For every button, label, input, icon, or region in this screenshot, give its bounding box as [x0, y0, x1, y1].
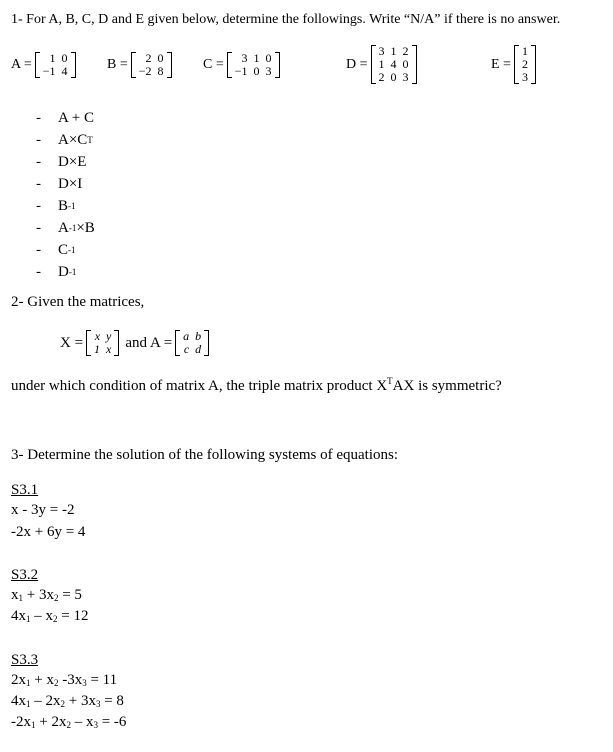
s3-2-eq1: $x_1 + 3x_2 = 5$ — [11, 587, 82, 603]
list-item — [36, 173, 95, 195]
matrix-cell: 1 — [521, 44, 528, 58]
matrix-cell: 4 — [390, 57, 397, 71]
matrix-cell: 2 — [521, 57, 528, 71]
matrix-cell: 0 — [265, 51, 272, 65]
list-item-tail: ×B — [76, 219, 95, 236]
matrix-a-grid — [35, 52, 76, 78]
list-dash: - — [36, 153, 41, 170]
matrix-cell: 3 — [402, 70, 409, 84]
matrix-c-label: C = — [203, 57, 224, 72]
list-item-base: B — [58, 197, 69, 214]
list-item-base: D — [58, 263, 69, 280]
matrix-cell: 0 — [61, 51, 68, 65]
matrix-d — [346, 45, 417, 84]
list-dash: - — [36, 263, 41, 280]
matrix-cell: 0 — [253, 64, 260, 78]
matrix-cell: 1 — [378, 57, 385, 71]
matrix-x-grid — [86, 330, 119, 356]
list-item: - A×C T — [36, 131, 93, 148]
list-item-base: A×C — [58, 131, 88, 148]
q1-heading: 1- For A, B, C, D and E given below, determine the followings. Write “N/A” if there is no answer. — [11, 12, 561, 27]
s3-3-eq3: $-2x_1 + 2x_2 - x_3 = -6$ — [11, 714, 127, 730]
matrix-cell: 1 — [253, 51, 260, 65]
matrix-b — [107, 52, 172, 78]
matrix-e-label: E = — [491, 56, 511, 72]
matrix-cell: 8 — [157, 64, 164, 78]
matrix-cell: 0 — [390, 70, 397, 84]
list-item — [36, 151, 95, 173]
s3-1-title: S3.1 — [11, 482, 39, 498]
matrix-cell: 3 — [265, 64, 272, 78]
list-dash: - — [36, 175, 41, 192]
list-item-base: D×I — [58, 175, 83, 192]
matrix-c-grid — [227, 52, 280, 78]
s3-3-eq1: $2x_1 + x_2$ $-3x_3 = 11$ — [11, 672, 118, 688]
s3-3-title: S3.3 — [11, 652, 39, 668]
matrix-cell: 2 — [145, 51, 152, 65]
matrix-e-grid — [514, 45, 536, 84]
matrix-a2-grid — [175, 330, 209, 356]
list-item: - D -1 — [36, 263, 77, 280]
matrix-cell: 0 — [402, 57, 409, 71]
matrix-d-label: D = — [346, 56, 368, 72]
matrix-b-label: B = — [107, 57, 128, 72]
matrix-c — [203, 52, 280, 78]
s3-2-title: S3.2 — [11, 567, 39, 583]
matrix-cell: 0 — [157, 51, 164, 65]
list-dash: - — [36, 109, 41, 126]
matrix-x-label: X = — [60, 334, 84, 351]
list-item: - C -1 — [36, 241, 76, 258]
matrix-cell: 3 — [241, 51, 248, 65]
s3-1-eq1: x - 3y = -2 — [11, 502, 75, 518]
matrix-cell: x — [94, 329, 101, 343]
list-item-base: A + C — [58, 109, 94, 126]
matrix-a-label: A = — [11, 57, 32, 72]
matrix-cell: b — [195, 329, 202, 343]
matrix-cell: 1 — [49, 51, 56, 65]
matrix-e — [491, 45, 536, 84]
matrix-cell: 1 — [94, 342, 101, 356]
and-a-label: and A = — [125, 334, 173, 351]
list-dash: - — [36, 131, 41, 148]
q2-question: under which condition of matrix A, the triple matrix product $X^TAX$ is symmetric? — [11, 376, 502, 394]
q1-item-list — [36, 107, 95, 283]
q3-heading: 3- Determine the solution of the following systems of equations: — [11, 447, 399, 463]
matrix-cell: 3 — [378, 44, 385, 58]
s3-2-eq2: $4x_1 - x_2 = 12$ — [11, 608, 89, 624]
matrix-cell: d — [195, 342, 202, 356]
matrix-cell: y — [106, 329, 112, 343]
matrix-cell: 1 — [390, 44, 397, 58]
s3-3-eq2: $4x_1 - 2x_2 + 3x_3 = 8$ — [11, 693, 124, 709]
matrix-cell: a — [183, 329, 190, 343]
matrix-d-grid — [371, 45, 417, 84]
list-item — [36, 107, 95, 129]
matrix-b-grid — [131, 52, 172, 78]
list-dash: - — [36, 241, 41, 258]
matrix-cell: 3 — [521, 70, 528, 84]
list-item: - A -1 ×B — [36, 219, 95, 236]
matrix-cell: −1 — [42, 64, 56, 78]
list-dash: - — [36, 219, 41, 236]
matrix-cell: −1 — [234, 64, 248, 78]
s3-1-eq2: -2x + 6y = 4 — [11, 524, 86, 540]
matrix-cell: 2 — [378, 70, 385, 84]
matrix-cell: 4 — [61, 64, 68, 78]
list-item-base: D×E — [58, 153, 87, 170]
matrix-cell: c — [183, 342, 190, 356]
list-item-base: A — [58, 219, 69, 236]
list-item: - B -1 — [36, 197, 76, 214]
list-item-base: C — [58, 241, 69, 258]
matrix-cell: x — [106, 342, 112, 356]
matrix-x — [60, 330, 209, 356]
matrix-a — [11, 52, 76, 78]
q2-heading: 2- Given the matrices, — [11, 294, 145, 310]
matrix-cell: −2 — [138, 64, 152, 78]
list-dash: - — [36, 197, 41, 214]
matrix-cell: 2 — [402, 44, 409, 58]
